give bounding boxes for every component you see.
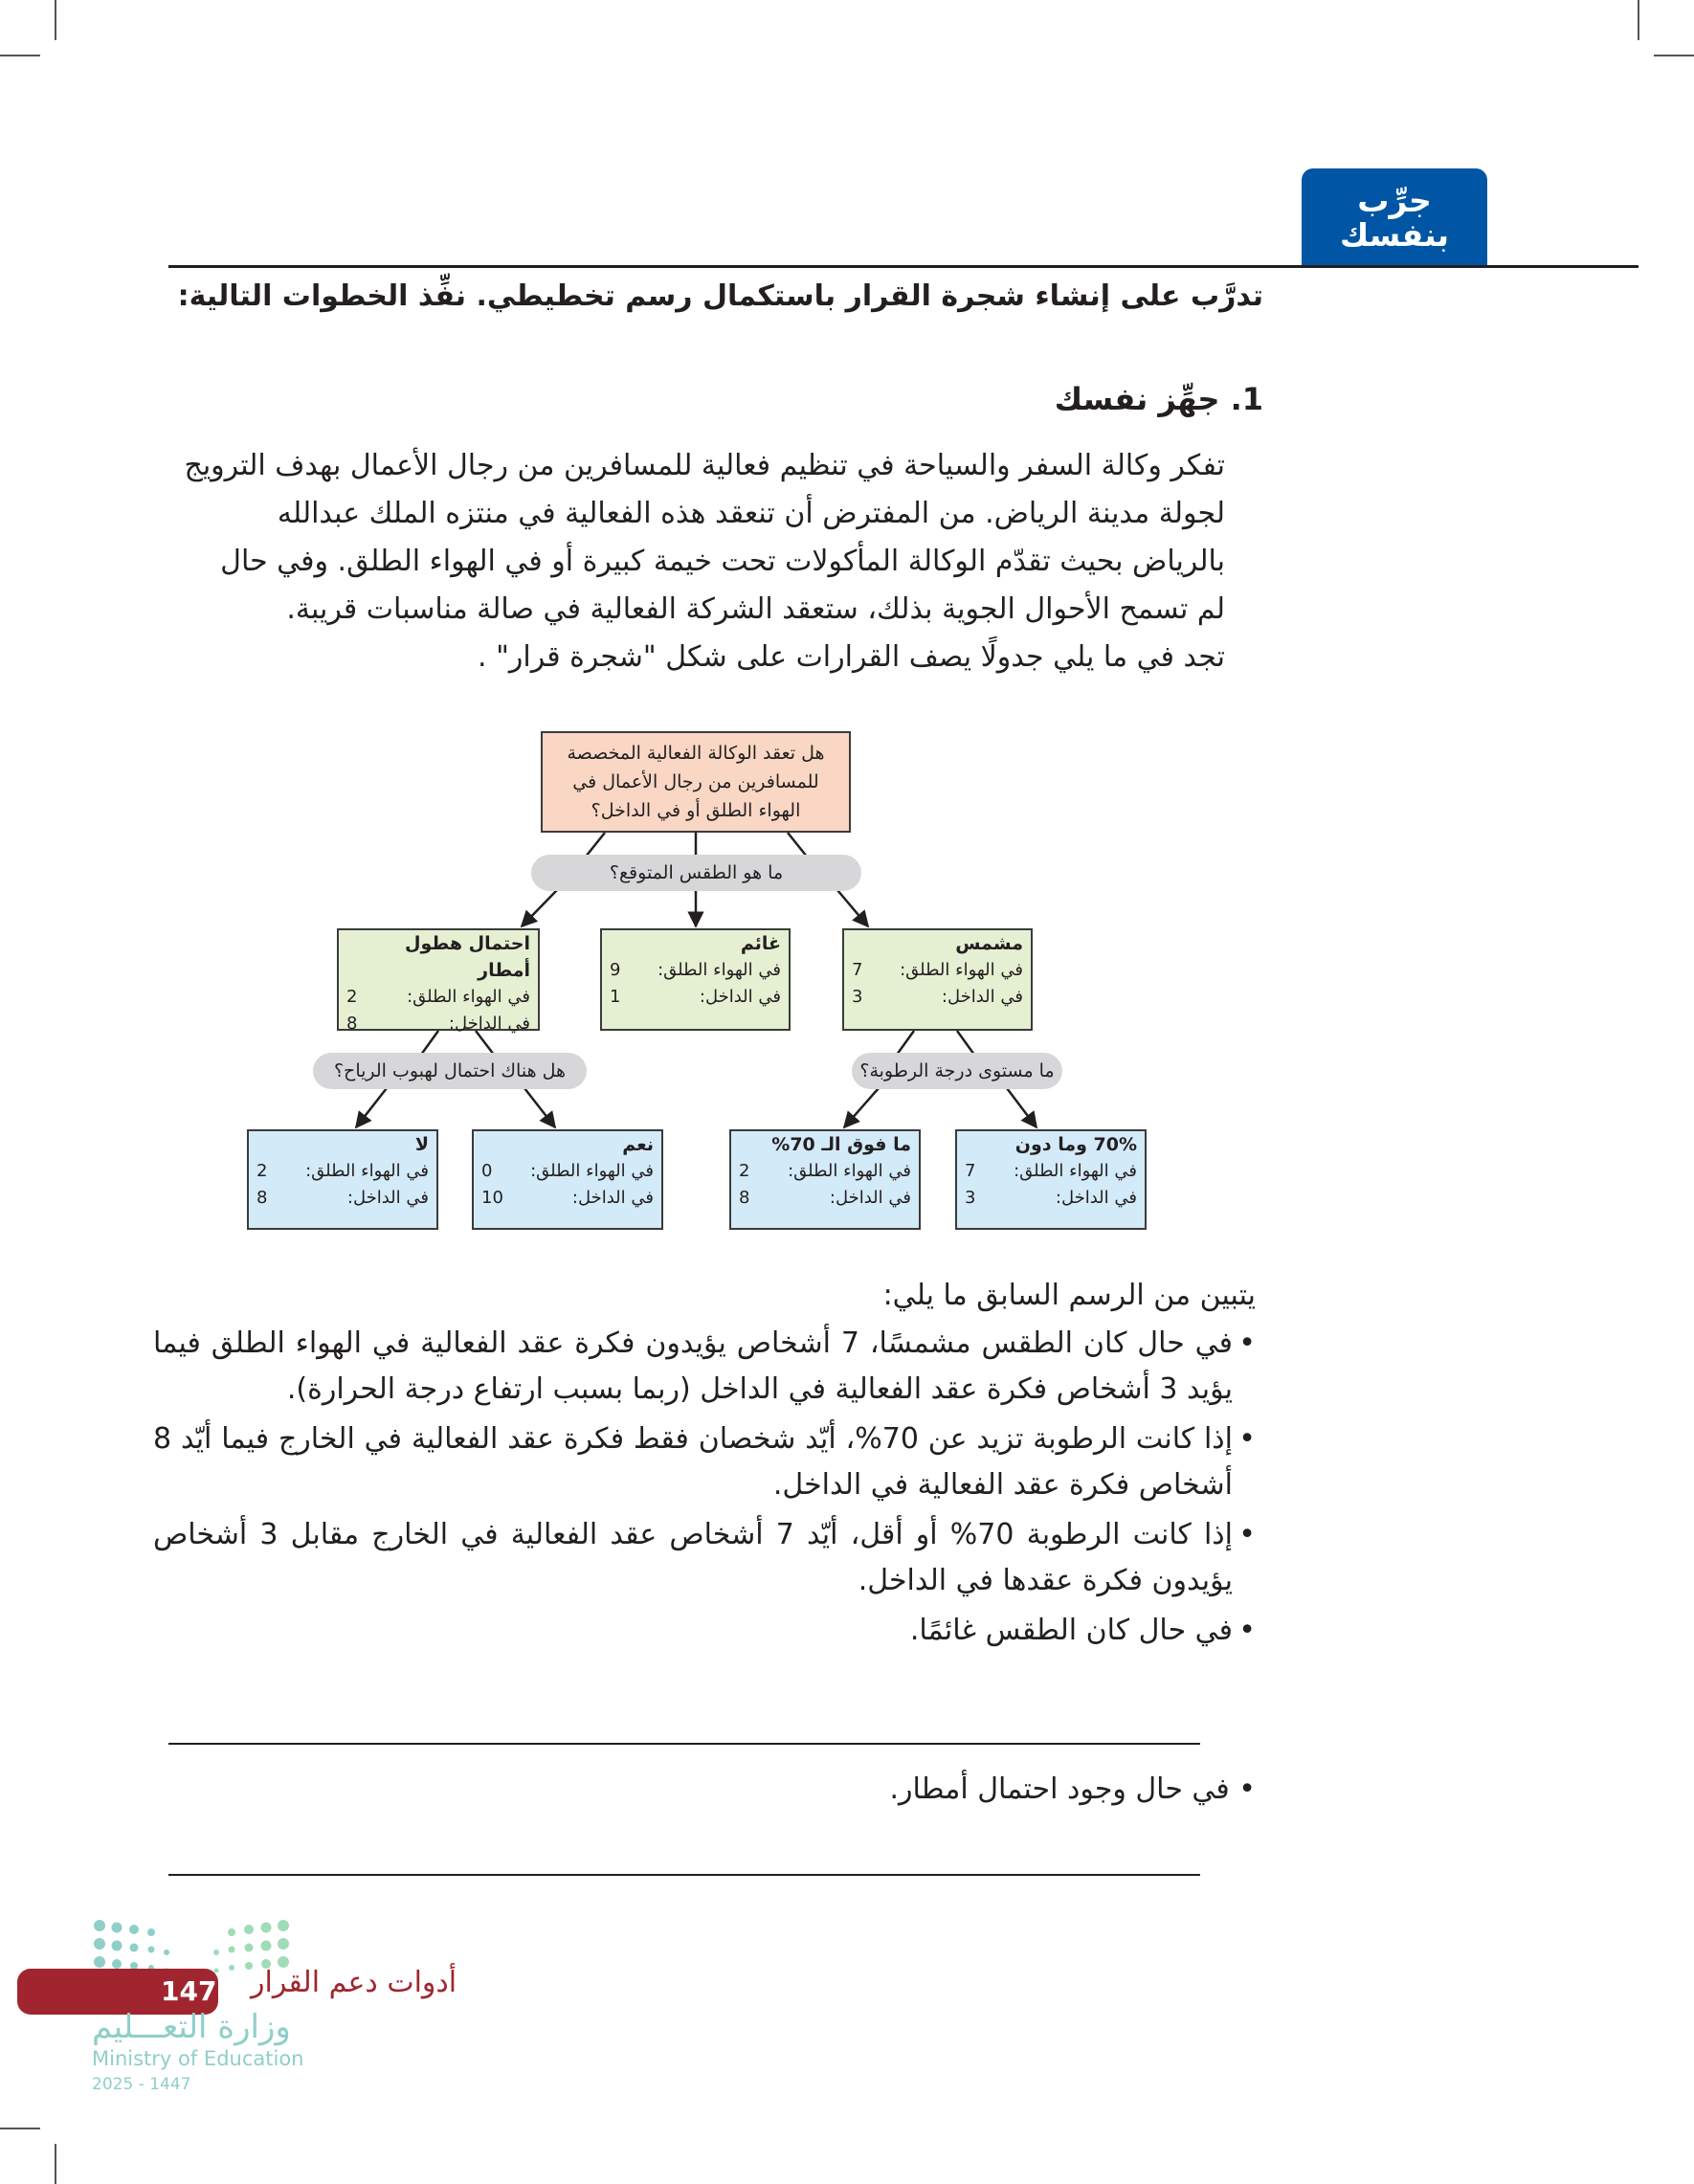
outdoor-label: في الهواء الطلق:: [305, 1161, 429, 1181]
outdoor-label: في الهواء الطلق:: [407, 987, 530, 1007]
outdoor-label: في الهواء الطلق:: [530, 1161, 654, 1181]
connector-line: [897, 1031, 914, 1055]
node-wind-yes: [472, 1129, 663, 1230]
finding-rain-text: في حال وجود احتمال أمطار.: [889, 1772, 1230, 1806]
scenario-paragraph: [168, 442, 1225, 681]
finding-item: • في حال كان الطقس مشمسًا، 7 أشخاص يؤيدون فكرة عقد الفعالية في الهواء الطلق فيما يؤيد 3 أشخاص فكرة عقد الفعالية في الداخل (ربما بسبب ارتفاع درجة الحرارة).: [153, 1321, 1256, 1413]
try-yourself-tab: [1302, 168, 1487, 268]
outdoor-count: 2: [256, 1161, 268, 1181]
arrow-to-sunny: [837, 890, 868, 926]
tab-line-1: جرِّب: [1357, 182, 1432, 219]
crop-mark: [55, 2144, 56, 2184]
crop-mark: [0, 55, 40, 56]
indoor-count: 10: [481, 1188, 503, 1208]
outdoor-count: 2: [346, 987, 358, 1007]
root-decision-node: [541, 731, 851, 833]
indoor-count: 3: [965, 1188, 976, 1208]
tab-line-2: بنفسك: [1340, 216, 1449, 254]
indoor-label: في الداخل:: [448, 1014, 530, 1034]
node-humidity-below-70: [955, 1129, 1147, 1230]
node-title: غائم: [740, 933, 781, 954]
paragraph-line: تجد في ما يلي جدولًا يصف القرارات على شكل "شجرة قرار" .: [478, 640, 1225, 674]
indoor-count: 8: [346, 1014, 358, 1034]
outdoor-label: في الهواء الطلق:: [658, 960, 781, 980]
root-line: للمسافرين من رجال الأعمال في: [572, 771, 819, 792]
node-wind-no: [247, 1129, 438, 1230]
findings-intro: يتبين من الرسم السابق ما يلي:: [882, 1279, 1256, 1312]
node-title: مشمس: [955, 933, 1023, 954]
paragraph-line: بالرياض بحيث تقدّم الوكالة المأكولات تحت خيمة كبيرة أو في الهواء الطلق. وفي حال: [220, 545, 1225, 578]
outdoor-label: في الهواء الطلق:: [788, 1161, 911, 1181]
arrow-to-yes: [524, 1088, 555, 1127]
crop-mark: [1638, 0, 1639, 40]
section-name: أدوات دعم القرار: [251, 1966, 457, 1999]
outdoor-count: 2: [739, 1161, 750, 1181]
arrow-to-no: [356, 1088, 387, 1127]
ministry-logo-year: 2025 - 1447: [92, 2075, 191, 2094]
node-sunny: [842, 928, 1033, 1031]
paragraph-line: لجولة مدينة الرياض. من المفترض أن تنعقد هذه الفعالية في منتزه الملك عبدالله: [277, 497, 1225, 530]
indoor-label: في الداخل:: [941, 987, 1023, 1007]
arrow-to-above70: [844, 1088, 879, 1127]
indoor-label: في الداخل:: [829, 1188, 911, 1208]
answer-line-cloudy[interactable]: [168, 1743, 1200, 1745]
crop-mark: [0, 2128, 40, 2129]
root-line: الهواء الطلق أو في الداخل؟: [591, 800, 801, 821]
wind-question: هل هناك احتمال لهبوب الرياح؟: [313, 1053, 587, 1089]
outdoor-label: في الهواء الطلق:: [900, 960, 1023, 980]
outdoor-count: 7: [965, 1161, 976, 1181]
indoor-label: في الداخل:: [346, 1188, 429, 1208]
indoor-count: 8: [739, 1188, 750, 1208]
arrow-to-rain: [522, 890, 557, 926]
outdoor-count: 9: [610, 960, 621, 980]
answer-line-rain[interactable]: [168, 1874, 1200, 1876]
paragraph-line: لم تسمح الأحوال الجوية بذلك، ستعقد الشركة الفعالية في صالة مناسبات قريبة.: [286, 592, 1225, 626]
finding-rain: • في حال وجود احتمال أمطار.: [889, 1772, 1256, 1806]
connector-line: [957, 1031, 974, 1055]
node-cloudy: [600, 928, 791, 1031]
weather-question: ما هو الطقس المتوقع؟: [531, 855, 861, 891]
root-line: هل تعقد الوكالة الفعالية المخصصة: [567, 743, 825, 764]
node-title: ما فوق الـ 70%: [771, 1134, 911, 1155]
page-number: 147: [161, 1975, 217, 2007]
node-title: لا: [414, 1134, 429, 1155]
ministry-logo-arabic: وزارة التعـــليم: [92, 2008, 291, 2046]
findings-list: [153, 1321, 1256, 1654]
paragraph-line: تفكر وكالة السفر والسياحة في تنظيم فعالية للمسافرين من رجال الأعمال بهدف الترويج: [184, 449, 1225, 482]
finding-item: • في حال كان الطقس غائمًا.: [153, 1608, 1256, 1654]
outdoor-count: 0: [481, 1161, 493, 1181]
outdoor-label: في الهواء الطلق:: [1014, 1161, 1137, 1181]
step-number: 1.: [1230, 381, 1263, 417]
arrow-to-below70: [1007, 1088, 1036, 1127]
outdoor-count: 7: [852, 960, 863, 980]
node-title: احتمال هطول أمطار: [404, 933, 530, 981]
indoor-count: 8: [256, 1188, 268, 1208]
connector-line: [788, 833, 807, 857]
ministry-logo-english: Ministry of Education: [92, 2047, 304, 2070]
crop-mark: [1654, 55, 1694, 56]
node-rain: [337, 928, 540, 1034]
node-title: نعم: [622, 1134, 654, 1155]
node-humidity-above-70: [729, 1129, 921, 1230]
indoor-count: 1: [610, 987, 621, 1007]
finding-item: • إذا كانت الرطوبة تزيد عن 70%، أيّد شخصان فقط فكرة عقد الفعالية في الخارج فيما أيّد 8 أشخاص فكرة عقد الفعالية في الداخل.: [153, 1416, 1256, 1508]
header-rule: [168, 265, 1638, 268]
indoor-count: 3: [852, 987, 863, 1007]
findings-section: [153, 1273, 1256, 1658]
instruction-text: تدرَّب على إنشاء شجرة القرار باستكمال رسم تخطيطي. نفِّذ الخطوات التالية:: [177, 279, 1263, 313]
indoor-label: في الداخل:: [1055, 1188, 1137, 1208]
step-heading: [1055, 381, 1263, 417]
finding-item: • إذا كانت الرطوبة 70% أو أقل، أيّد 7 أشخاص عقد الفعالية في الخارج مقابل 3 أشخاص يؤيدون فكرة عقدها في الداخل.: [153, 1512, 1256, 1604]
node-title: 70% وما دون: [1014, 1134, 1137, 1155]
step-title: جهِّز نفسك: [1054, 381, 1220, 417]
humidity-question: ما مستوى درجة الرطوبة؟: [852, 1053, 1062, 1089]
crop-mark: [55, 0, 56, 40]
indoor-label: في الداخل:: [571, 1188, 654, 1208]
connector-line: [586, 833, 605, 857]
indoor-label: في الداخل:: [699, 987, 781, 1007]
